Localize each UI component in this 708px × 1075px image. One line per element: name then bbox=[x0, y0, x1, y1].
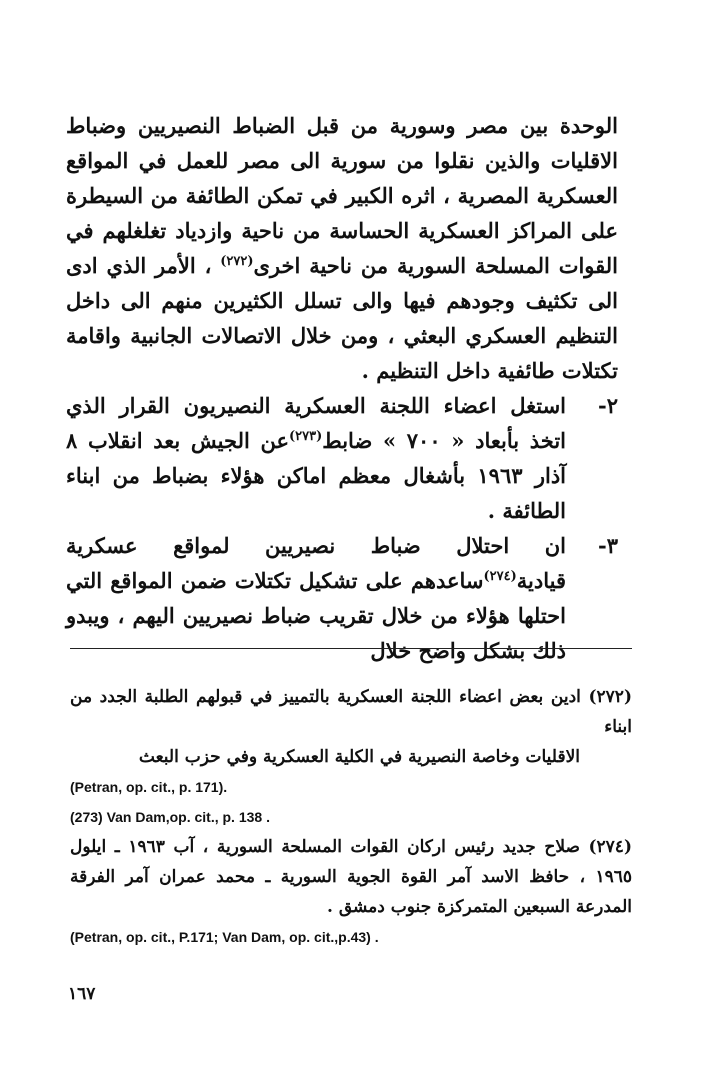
para-line: العسكرية المصرية ، اثره الكبير في تمكن الطائفة من السيطرة على bbox=[66, 183, 619, 243]
item-text: استغل اعضاء اللجنة العسكرية النصيريون القرار الذي اتخذ بأبعاد bbox=[66, 393, 567, 453]
item-text: على تشكيل تكتلات ضمن المواقع التي احتلها هؤلاء من خلال bbox=[66, 568, 567, 628]
paragraph-1 bbox=[66, 108, 618, 388]
footnote-ref-273[interactable]: (٢٧٣) bbox=[289, 429, 323, 444]
footnote-divider bbox=[70, 648, 632, 649]
footnote-ref-272[interactable]: (٢٧٢) bbox=[220, 254, 254, 269]
footnote-text: صلاح جديد رئيس اركان القوات المسلحة السورية ، آب ١٩٦٣ ـ bbox=[114, 837, 580, 857]
para-line: المراكز العسكرية الحساسة من ناحية وازدياد تغلغلهم في القوات bbox=[66, 218, 618, 278]
footnote-number: (٢٧٢) bbox=[588, 687, 632, 707]
para-line: طائفية داخل التنظيم . bbox=[361, 358, 555, 383]
item-number: ٢- bbox=[598, 393, 618, 418]
item-text: معظم اماكن هؤلاء بضباط من ابناء الطائفة . bbox=[66, 463, 566, 523]
item-number: ٣- bbox=[598, 533, 618, 558]
para-line: المسلحة السورية من ناحية اخرى bbox=[253, 253, 550, 278]
footnote-text: الاقليات وخاصة النصيرية في الكلية العسكرية وفي حزب البعث bbox=[138, 747, 580, 767]
para-line: تكثيف وجودهم فيها والى تسلل الكثيرين منهم الى داخل التنظيم bbox=[66, 288, 618, 348]
footnote-273: (273) Van Dam,op. cit., p. 138 . bbox=[70, 809, 270, 825]
footnote-text: ادين بعض اعضاء اللجنة العسكرية بالتمييز في قبولهم الطلبة الجدد من ابناء bbox=[70, 687, 632, 737]
item-text: ان احتلال ضباط نصيريين لمواقع عسكرية قيادية bbox=[66, 533, 566, 593]
footnote-ref-274[interactable]: (٢٧٤) bbox=[483, 569, 517, 584]
item-text: عن الجيش بعد انقلاب ٨ آذار ١٩٦٣ بأشغال bbox=[66, 428, 567, 488]
footnote-274 bbox=[70, 832, 632, 922]
list-item-2 bbox=[66, 388, 618, 528]
footnote-274-source: (Petran, op. cit., P.171; Van Dam, op. cit.,p.43) . bbox=[70, 929, 379, 945]
footnote-text: ايلول ١٩٦٥ ، حافظ الاسد آمر القوة الجوية السورية ـ محمد عمران آمر الفرقة bbox=[70, 837, 632, 887]
footnote-number: (٢٧٤) bbox=[588, 837, 632, 857]
main-text bbox=[66, 108, 618, 668]
footnote-272 bbox=[70, 682, 632, 772]
footnote-272-source: (Petran, op. cit., p. 171). bbox=[70, 779, 228, 795]
footnotes bbox=[70, 682, 632, 952]
page-number: ١٦٧ bbox=[68, 984, 96, 1004]
footnote-text: المدرعة السبعين المتمركزة جنوب دمشق . bbox=[327, 897, 632, 917]
para-line: الاقليات والذين نقلوا من سورية الى مصر للعمل في المواقع bbox=[66, 148, 618, 173]
para-line: العسكري البعثي ، ومن خلال الاتصالات الجانبية واقامة تكتلات bbox=[66, 323, 618, 383]
item-text: تقريب ضباط نصيريين اليهم ، ويبدو ذلك بشكل واضح خلال bbox=[66, 603, 566, 663]
item-text: ساعدهم bbox=[410, 568, 484, 593]
para-line: ، الأمر الذي ادى الى bbox=[66, 253, 618, 313]
para-line: الوحدة بين مصر وسورية من قبل الضباط النصيريين وضباط bbox=[66, 113, 618, 138]
list-item-3 bbox=[66, 528, 618, 668]
item-text: « ٧٠٠ » ضابط bbox=[322, 428, 465, 453]
